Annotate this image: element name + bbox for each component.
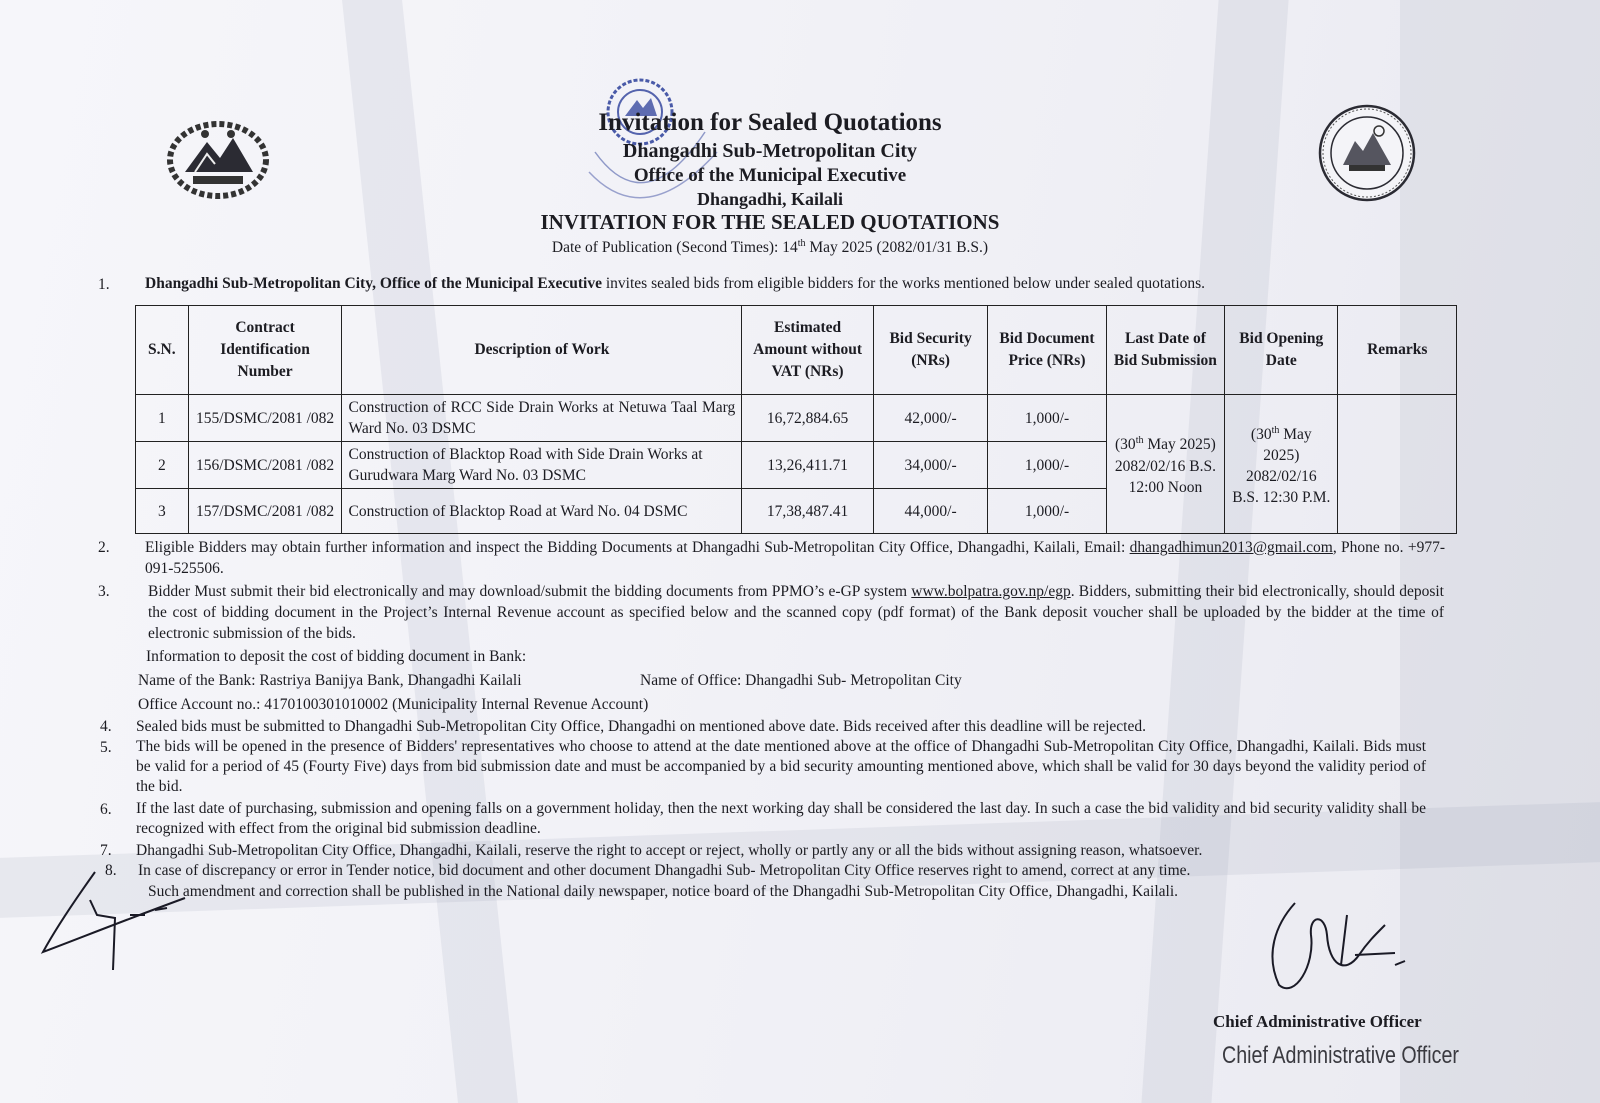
cell-opening: (30th May 2025) 2082/02/16 B.S. 12:30 P.M. bbox=[1225, 395, 1338, 534]
cell-security: 42,000/- bbox=[873, 395, 987, 442]
nepal-emblem-icon bbox=[165, 120, 271, 200]
municipality-logo-icon bbox=[1317, 103, 1417, 203]
cell-description: Construction of RCC Side Drain Works at Netuwa Taal Marg Ward No. 03 DSMC bbox=[342, 395, 742, 442]
col-last-date: Last Date of Bid Submission bbox=[1106, 306, 1224, 395]
paragraph-7: Dhangadhi Sub-Metropolitan City Office, Dhangadhi, Kailali, reserve the right to accept or reject, wholly or partly any or all the bids without assigning reason, whatsoever. bbox=[136, 842, 1203, 859]
intro-paragraph: Dhangadhi Sub-Metropolitan City, Office of the Municipal Executive invites sealed bids from eligible bidders for the works mentioned below under sealed quotations. bbox=[145, 275, 1206, 292]
cell-amount: 16,72,884.65 bbox=[742, 395, 874, 442]
cell-contract: 157/DSMC/2081 /082 bbox=[188, 489, 342, 534]
item-number: 6. bbox=[100, 801, 112, 818]
cell-sn: 1 bbox=[136, 395, 189, 442]
bids-table bbox=[135, 305, 1457, 534]
bank-info-heading: Information to deposit the cost of bidding document in Bank: bbox=[146, 648, 527, 665]
cell-security: 34,000/- bbox=[873, 442, 987, 489]
email-link[interactable]: dhangadhimun2013@gmail.com bbox=[1129, 539, 1333, 556]
paragraph-8-line1: In case of discrepancy or error in Tender notice, bid document and other document Dhangadhi Sub- Metropolitan City Office reserves right to amend, correct at any time. bbox=[138, 862, 1191, 879]
cell-doc-price: 1,000/- bbox=[988, 442, 1106, 489]
cell-security: 44,000/- bbox=[873, 489, 987, 534]
item-number: 4. bbox=[100, 718, 112, 735]
cell-description: Construction of Blacktop Road at Ward No. 04 DSMC bbox=[342, 489, 742, 534]
cell-doc-price: 1,000/- bbox=[988, 489, 1106, 534]
cell-description: Construction of Blacktop Road with Side Drain Works at Gurudwara Marg Ward No. 03 DSMC bbox=[342, 442, 742, 489]
cell-last-date: (30th May 2025) 2082/02/16 B.S. 12:00 Noon bbox=[1106, 395, 1224, 534]
col-contract: Contract Identification Number bbox=[188, 306, 342, 395]
item-number: 2. bbox=[98, 539, 110, 556]
col-doc-price: Bid Document Price (NRs) bbox=[988, 306, 1106, 395]
col-sn: S.N. bbox=[136, 306, 189, 395]
col-security: Bid Security (NRs) bbox=[873, 306, 987, 395]
cell-doc-price: 1,000/- bbox=[988, 395, 1106, 442]
cell-contract: 156/DSMC/2081 /082 bbox=[188, 442, 342, 489]
cell-sn: 3 bbox=[136, 489, 189, 534]
cell-contract: 155/DSMC/2081 /082 bbox=[188, 395, 342, 442]
signature-left-icon bbox=[35, 860, 215, 990]
notice-subtitle: INVITATION FOR THE SEALED QUOTATIONS bbox=[540, 210, 1000, 234]
item-number: 7. bbox=[100, 842, 112, 859]
office-location: Dhangadhi, Kailali bbox=[696, 189, 844, 209]
col-opening: Bid Opening Date bbox=[1225, 306, 1338, 395]
table-row bbox=[136, 395, 1457, 442]
cell-sn: 2 bbox=[136, 442, 189, 489]
item-number: 5. bbox=[100, 739, 112, 756]
paragraph-3: Bidder Must submit their bid electronically and may download/submit the bidding documents from PPMO’s e-GP system www.bolpatra.gov.np/egp. Bidders, submitting their bid electronically, should deposit the cost of bidding document in the Project’s Internal Revenue account as specified below and the scanned copy (pdf format) of the Bank deposit voucher shall be uploaded by the bidder at the time of electronic submission of the bids. bbox=[148, 583, 1444, 642]
publication-date: Date of Publication (Second Times): 14th May 2025 (2082/01/31 B.S.) bbox=[551, 238, 989, 257]
col-remarks: Remarks bbox=[1338, 306, 1457, 395]
egp-link[interactable]: www.bolpatra.gov.np/egp bbox=[911, 583, 1071, 600]
item-number: 8. bbox=[105, 862, 117, 879]
paragraph-6: If the last date of purchasing, submission and opening falls on a government holiday, then the next working day shall be considered the last day. In such a case the bid validity and bid security validity shall be recognized with effect from the original bid submission deadline. bbox=[136, 800, 1426, 837]
paragraph-8-line2: Such amendment and correction shall be published in the National daily newspaper, notice board of the Dhangadhi Sub-Metropolitan City Office, Dhangadhi, Kailali. bbox=[148, 883, 1179, 900]
account-number: Office Account no.: 4170100301010002 (Municipality Internal Revenue Account) bbox=[138, 696, 649, 713]
signature-right-icon bbox=[1255, 895, 1415, 1005]
cell-amount: 13,26,411.71 bbox=[742, 442, 874, 489]
cell-remarks bbox=[1338, 395, 1457, 534]
header bbox=[330, 108, 1210, 258]
office-name: Office of the Municipal Executive bbox=[633, 165, 907, 186]
paragraph-4: Sealed bids must be submitted to Dhangadhi Sub-Metropolitan City Office, Dhangadhi on mentioned above date. Bids received after this deadline will be rejected. bbox=[136, 718, 1146, 735]
col-amount: Estimated Amount without VAT (NRs) bbox=[742, 306, 874, 395]
intro-bold: Dhangadhi Sub-Metropolitan City, Office of the Municipal Executive bbox=[145, 275, 602, 292]
signatory-title: Chief Administrative Officer bbox=[1213, 1012, 1422, 1031]
city-name: Dhangadhi Sub-Metropolitan City bbox=[622, 140, 918, 162]
item-number: 1. bbox=[98, 276, 110, 293]
cell-amount: 17,38,487.41 bbox=[742, 489, 874, 534]
table-header-row bbox=[136, 306, 1457, 395]
paragraph-2: Eligible Bidders may obtain further information and inspect the Bidding Documents at Dhangadhi Sub-Metropolitan City Office, Dhangadhi, Kailali, Email: dhangadhimun2013@gmail.com, Phone no. +977-091-525506. bbox=[145, 539, 1445, 577]
item-number: 3. bbox=[98, 583, 110, 600]
signatory-stamp: Chief Administrative Officer bbox=[1222, 1042, 1459, 1069]
notice-title: Invitation for Sealed Quotations bbox=[598, 109, 942, 136]
office-name-bank: Name of Office: Dhangadhi Sub- Metropolitan City bbox=[640, 672, 962, 689]
col-description: Description of Work bbox=[342, 306, 742, 395]
paragraph-5: The bids will be opened in the presence of Bidders' representatives who choose to attend at the date mentioned above at the office of Dhangadhi Sub-Metropolitan City Office, Dhangadhi, Kailali. Bids must be valid for a period of 45 (Fourty Five) days from bid submission date and must be accompanied by a bid security amounting mentioned above, which shall be valid for 30 days beyond the validity period of the bid. bbox=[136, 738, 1426, 795]
bank-name: Name of the Bank: Rastriya Banijya Bank, Dhangadhi Kailali bbox=[138, 672, 522, 689]
